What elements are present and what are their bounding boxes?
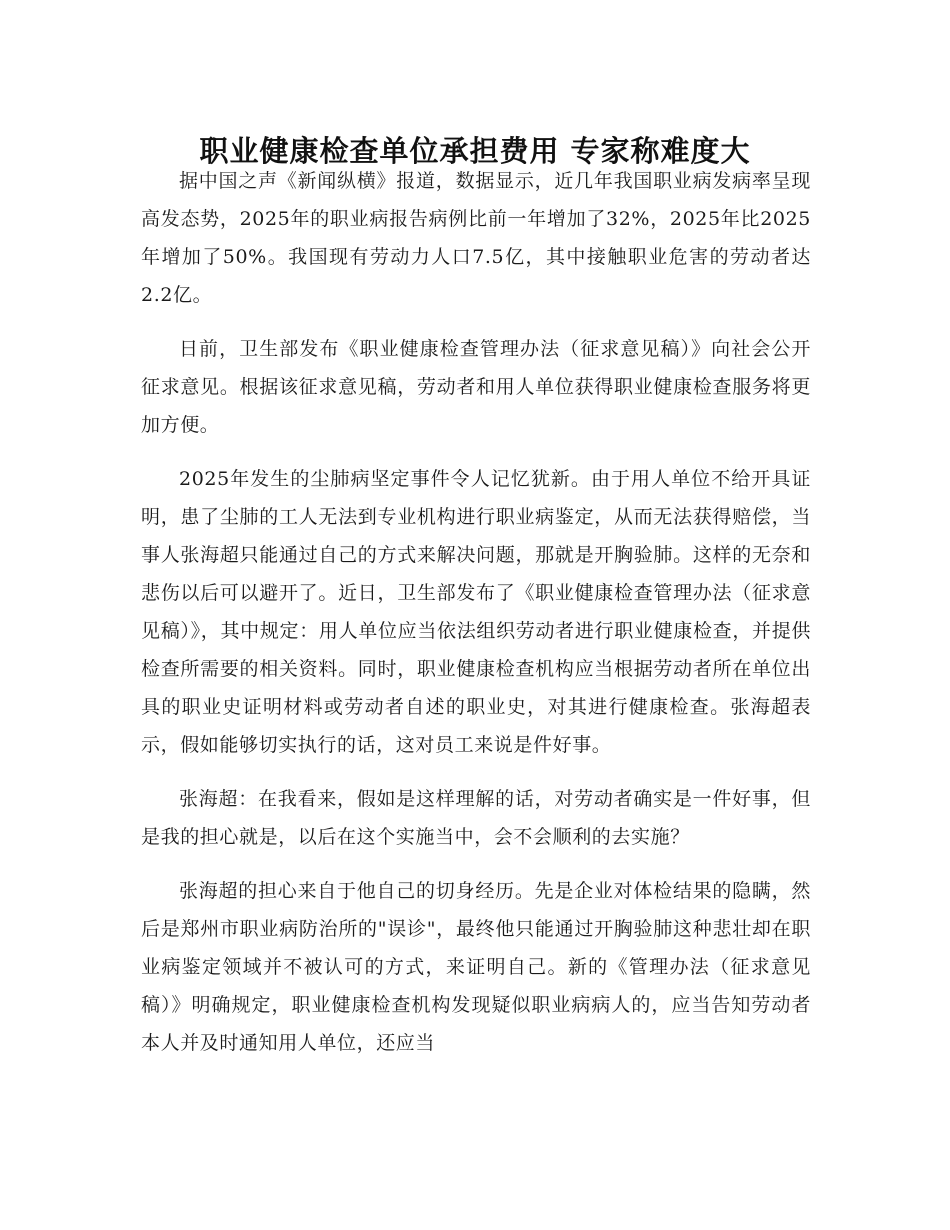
document-body [141,162,811,1078]
paragraph-2: 日前，卫生部发布《职业健康检查管理办法（征求意见稿）》向社会公开征求意见。根据该征求意见稿，劳动者和用人单位获得职业健康检查服务将更加方便。 [141,338,811,436]
paragraph-5: 张海超的担心来自于他自己的切身经历。先是企业对体检结果的隐瞒，然后是郑州市职业病防治所的"误诊"，最终他只能通过开胸验肺这种悲壮却在职业病鉴定领域并不被认可的方式，来证明自己。新的《管理办法（征求意见稿）》明确规定，职业健康检查机构发现疑似职业病病人的，应当告知劳动者本人并及时通知用人单位，还应当 [141,880,811,1054]
paragraph-1: 据中国之声《新闻纵横》报道，数据显示，近几年我国职业病发病率呈现高发态势，2025年的职业病报告病例比前一年增加了32%，2025年比2025年增加了50%。我国现有劳动力人口7.5亿，其中接触职业危害的劳动者达2.2亿。 [141,170,811,306]
paragraph-4: 张海超：在我看来，假如是这样理解的话，对劳动者确实是一件好事，但是我的担心就是，以后在这个实施当中，会不会顺利的去实施？ [141,788,811,848]
paragraph-3: 2025年发生的尘肺病坚定事件令人记忆犹新。由于用人单位不给开具证明，患了尘肺的工人无法到专业机构进行职业病鉴定，从而无法获得赔偿，当事人张海超只能通过自己的方式来解决问题，那就是开胸验肺。这样的无奈和悲伤以后可以避开了。近日，卫生部发布了《职业健康检查管理办法（征求意见稿）》，其中规定：用人单位应当依法组织劳动者进行职业健康检查，并提供检查所需要的相关资料。同时，职业健康检查机构应当根据劳动者所在单位出具的职业史证明材料或劳动者自述的职业史，对其进行健康检查。张海超表示，假如能够切实执行的话，这对员工来说是件好事。 [141,468,811,756]
document-title: 职业健康检查单位承担费用 专家称难度大 [199,134,751,169]
